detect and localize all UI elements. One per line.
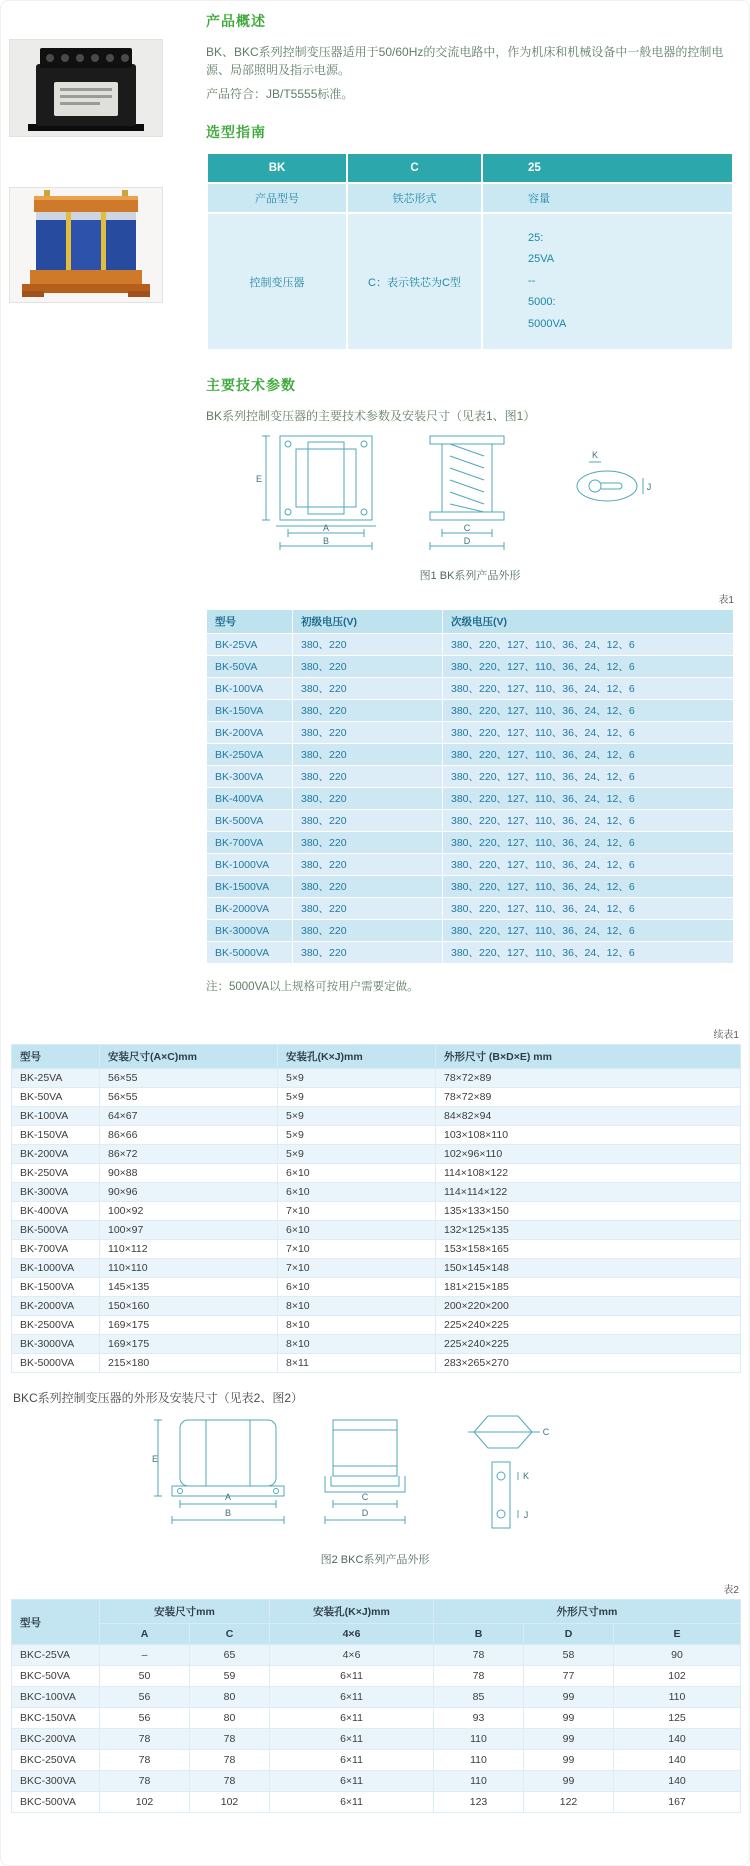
table-cell: 6×11 <box>270 1771 434 1792</box>
table-cell: BK-300VA <box>12 1183 100 1202</box>
table-cell: 80 <box>190 1687 270 1708</box>
overview-body: BK、BKC系列控制变压器适用于50/60Hz的交流电路中，作为机床和机械设备中一般电器的控制电源、局部照明及指示电源。 <box>206 45 724 77</box>
selection-body-row <box>207 213 733 350</box>
table-cell: 103×108×110 <box>436 1126 741 1145</box>
table-cell: BKC-150VA <box>12 1708 100 1729</box>
table-cell: 86×66 <box>100 1126 278 1145</box>
subcol-e: E <box>614 1624 741 1645</box>
bkc-transformer-photo <box>9 187 163 303</box>
table-cell: 78 <box>434 1645 524 1666</box>
table-cell: 8×10 <box>278 1335 436 1354</box>
dim-label-c2: C <box>542 1427 550 1438</box>
table-row <box>207 898 734 920</box>
table-cell: 380、220 <box>293 722 443 744</box>
table-cell: 169×175 <box>100 1335 278 1354</box>
col-header-secondary: 次级电压(V) <box>443 610 734 634</box>
table-cell: 78 <box>190 1771 270 1792</box>
table-cell: 78 <box>190 1750 270 1771</box>
table-cell: 135×133×150 <box>436 1202 741 1221</box>
col-header-model: 型号 <box>12 1045 100 1069</box>
table-row <box>207 832 734 854</box>
table-row <box>207 920 734 942</box>
table-cell: – <box>100 1645 190 1666</box>
table-cell: 181×215×185 <box>436 1278 741 1297</box>
table-cell: 56 <box>100 1708 190 1729</box>
table-cell: BK-50VA <box>207 656 293 678</box>
table-cell: 7×10 <box>278 1259 436 1278</box>
table-cell: 99 <box>524 1750 614 1771</box>
table-cell: 59 <box>190 1666 270 1687</box>
table-cell: 90 <box>614 1645 741 1666</box>
table-cell: 99 <box>524 1771 614 1792</box>
table-cell: 6×11 <box>270 1792 434 1813</box>
table-cell: 50 <box>100 1666 190 1687</box>
table-cell: 8×10 <box>278 1297 436 1316</box>
table-header-row <box>207 610 734 634</box>
table-cell: 4×6 <box>270 1645 434 1666</box>
sel-cell-core: C：表示铁芯为C型 <box>347 213 482 350</box>
table-cell: 102×96×110 <box>436 1145 741 1164</box>
table-cell: 64×67 <box>100 1107 278 1126</box>
table-row <box>12 1354 741 1373</box>
col-header-outline: 外形尺寸 (B×D×E) mm <box>436 1045 741 1069</box>
table-cell: 380、220、127、110、36、24、12、6 <box>443 700 734 722</box>
table-cell: BK-100VA <box>207 678 293 700</box>
table-cell: 153×158×165 <box>436 1240 741 1259</box>
dim-label-e: E <box>255 474 263 485</box>
sel-header-core: C <box>347 153 482 183</box>
table-cell: 5×9 <box>278 1126 436 1145</box>
table-cell: 215×180 <box>100 1354 278 1373</box>
table-cell: BKC-300VA <box>12 1771 100 1792</box>
table-cell: 123 <box>434 1792 524 1813</box>
overview-title: 产品概述 <box>206 13 266 29</box>
cont-table-label: 续表1 <box>713 1030 739 1042</box>
standard-text: 产品符合：JB/T5555标准。 <box>206 87 354 101</box>
table-cell: BKC-25VA <box>12 1645 100 1666</box>
table-row <box>12 1164 741 1183</box>
table-cell: 150×145×148 <box>436 1259 741 1278</box>
table-cell: 6×10 <box>278 1278 436 1297</box>
table-cell: 225×240×225 <box>436 1335 741 1354</box>
table-cell: BK-200VA <box>207 722 293 744</box>
table-cell: 90×96 <box>100 1183 278 1202</box>
table-cell: 380、220 <box>293 810 443 832</box>
capacity-line: 25: <box>528 232 544 244</box>
table-cell: 8×10 <box>278 1316 436 1335</box>
table-row <box>12 1278 741 1297</box>
table-cell: 140 <box>614 1771 741 1792</box>
table-cell: 125 <box>614 1708 741 1729</box>
figure1 <box>206 432 734 565</box>
table-cell: BK-400VA <box>207 788 293 810</box>
table-row <box>12 1088 741 1107</box>
table-cell: BKC-500VA <box>12 1792 100 1813</box>
table-cell: 84×82×94 <box>436 1107 741 1126</box>
table-cell: BK-150VA <box>207 700 293 722</box>
group-header-install: 安装尺寸mm <box>100 1600 270 1624</box>
table-cell: 283×265×270 <box>436 1354 741 1373</box>
table-row <box>207 854 734 876</box>
table-cell: 56×55 <box>100 1088 278 1107</box>
table-row <box>207 744 734 766</box>
figure1-caption: 图1 BK系列产品外形 <box>419 570 521 583</box>
dim-label-e: E <box>151 1454 159 1465</box>
dim-label-d: D <box>463 536 471 547</box>
table-cell: 110 <box>434 1771 524 1792</box>
table-cell: 380、220 <box>293 788 443 810</box>
tech-title: 主要技术参数 <box>206 377 296 394</box>
table-cell: 77 <box>524 1666 614 1687</box>
table-cell: 380、220 <box>293 766 443 788</box>
table-cell: 102 <box>100 1792 190 1813</box>
table-row <box>12 1126 741 1145</box>
table-cell: 110 <box>434 1750 524 1771</box>
table-cell: 380、220 <box>293 876 443 898</box>
table-cell: 5×9 <box>278 1088 436 1107</box>
table-cell: 6×11 <box>270 1729 434 1750</box>
table-row <box>12 1259 741 1278</box>
table-cell: BK-1000VA <box>12 1259 100 1278</box>
col-header-hole: 安装孔(K×J)mm <box>278 1045 436 1069</box>
sel-cell-product: 控制变压器 <box>207 213 347 350</box>
table-cell: 380、220、127、110、36、24、12、6 <box>443 898 734 920</box>
selection-guide-table <box>206 152 734 351</box>
table-cell: BK-2000VA <box>207 898 293 920</box>
table-cell: 6×11 <box>270 1666 434 1687</box>
capacity-line: 5000VA <box>528 317 567 330</box>
table-cell: 140 <box>614 1729 741 1750</box>
table-cell: BK-500VA <box>12 1221 100 1240</box>
subcol-a: A <box>100 1624 190 1645</box>
subcol-hole: 4×6 <box>270 1624 434 1645</box>
table-cell: 110 <box>614 1687 741 1708</box>
table-cell: 7×10 <box>278 1202 436 1221</box>
table-cell: 114×108×122 <box>436 1164 741 1183</box>
table-cell: 78 <box>190 1729 270 1750</box>
table-cell: 102 <box>190 1792 270 1813</box>
selection-title: 选型指南 <box>206 124 266 140</box>
table-cell: 380、220 <box>293 854 443 876</box>
bkc-intro: BKC系列控制变压器的外形及安装尺寸（见表2、图2） <box>13 1391 304 1406</box>
table-cell: 110 <box>434 1729 524 1750</box>
table-cell: BK-150VA <box>12 1126 100 1145</box>
table-cell: 380、220 <box>293 920 443 942</box>
table-cell: BK-300VA <box>207 766 293 788</box>
table-cell: 380、220、127、110、36、24、12、6 <box>443 942 734 964</box>
table-row <box>12 1666 741 1687</box>
table-cell: BK-50VA <box>12 1088 100 1107</box>
table-row <box>12 1729 741 1750</box>
table-cell: 140 <box>614 1750 741 1771</box>
table-row <box>12 1771 741 1792</box>
figure2-caption: 图2 BKC系列产品外形 <box>320 1554 430 1567</box>
sel-header-series: BK <box>207 153 347 183</box>
selection-subheader-row <box>207 183 733 213</box>
table-cell: 380、220 <box>293 656 443 678</box>
table-row <box>12 1708 741 1729</box>
table-cell: BK-700VA <box>12 1240 100 1259</box>
table-cell: 78×72×89 <box>436 1069 741 1088</box>
dim-label-k: K <box>522 1471 530 1482</box>
table-cell: BK-3000VA <box>12 1335 100 1354</box>
table-cell: 380、220 <box>293 634 443 656</box>
table-cell: 90×88 <box>100 1164 278 1183</box>
table-cell: BK-3000VA <box>207 920 293 942</box>
table-row <box>12 1297 741 1316</box>
table-cell: 380、220、127、110、36、24、12、6 <box>443 744 734 766</box>
table-cell: 380、220 <box>293 898 443 920</box>
table-cell: 122 <box>524 1792 614 1813</box>
table-cell: BK-100VA <box>12 1107 100 1126</box>
table-cell: 56 <box>100 1687 190 1708</box>
figure2 <box>11 1414 739 1549</box>
sel-sub-model: 产品型号 <box>207 183 347 213</box>
table-cell: 5×9 <box>278 1069 436 1088</box>
table-row <box>12 1145 741 1164</box>
table-cell: 380、220 <box>293 942 443 964</box>
table-row <box>12 1202 741 1221</box>
product-photos <box>1 1 206 1012</box>
table-cell: BK-25VA <box>12 1069 100 1088</box>
table-cell: 110×112 <box>100 1240 278 1259</box>
table-row <box>12 1107 741 1126</box>
table-cell: 78 <box>434 1666 524 1687</box>
dim-label-b: B <box>224 1508 232 1519</box>
table-cell: 6×11 <box>270 1708 434 1729</box>
table-row <box>207 700 734 722</box>
table-row <box>12 1316 741 1335</box>
table-cell: 100×92 <box>100 1202 278 1221</box>
table-cell: 200×220×200 <box>436 1297 741 1316</box>
table-cell: 110×110 <box>100 1259 278 1278</box>
table-cell: 5×9 <box>278 1107 436 1126</box>
table-cell: 85 <box>434 1687 524 1708</box>
dim-label-a: A <box>322 523 330 534</box>
table-cell: 99 <box>524 1729 614 1750</box>
table-cell: 380、220、127、110、36、24、12、6 <box>443 788 734 810</box>
table-cell: 6×10 <box>278 1183 436 1202</box>
col-header-model: 型号 <box>12 1600 100 1645</box>
table-row <box>12 1069 741 1088</box>
table1-label: 表1 <box>718 595 734 607</box>
table-row <box>207 766 734 788</box>
table-cell: 80 <box>190 1708 270 1729</box>
table-cell: 58 <box>524 1645 614 1666</box>
table-cell: 167 <box>614 1792 741 1813</box>
sel-cell-capacity <box>482 213 733 350</box>
dim-label-a: A <box>224 1492 232 1503</box>
table-cell: 380、220 <box>293 678 443 700</box>
table-cell: BKC-200VA <box>12 1729 100 1750</box>
table-cell: 380、220、127、110、36、24、12、6 <box>443 766 734 788</box>
sel-header-capacity: 25 <box>482 153 733 183</box>
table-cell: 380、220、127、110、36、24、12、6 <box>443 920 734 942</box>
table-row <box>207 722 734 744</box>
table-cell: BK-500VA <box>207 810 293 832</box>
table-header-row <box>12 1045 741 1069</box>
sel-sub-core: 铁芯形式 <box>347 183 482 213</box>
table-cell: BK-1000VA <box>207 854 293 876</box>
table-cell: 380、220 <box>293 744 443 766</box>
dimensions-table <box>11 1044 741 1373</box>
table-cell: 86×72 <box>100 1145 278 1164</box>
table-cell: BK-1500VA <box>12 1278 100 1297</box>
table-cell: 380、220、127、110、36、24、12、6 <box>443 810 734 832</box>
table-cell: 6×11 <box>270 1750 434 1771</box>
table-cell: 93 <box>434 1708 524 1729</box>
dim-label-b: B <box>322 536 330 547</box>
table-cell: BK-25VA <box>207 634 293 656</box>
table-cell: BK-250VA <box>12 1164 100 1183</box>
figure1-drawing <box>235 432 705 560</box>
content-column <box>206 1 749 1012</box>
capacity-line: 25VA <box>528 253 555 266</box>
table-cell: 100×97 <box>100 1221 278 1240</box>
table-cell: 150×160 <box>100 1297 278 1316</box>
dim-label-c: C <box>463 523 471 534</box>
table-cell: 132×125×135 <box>436 1221 741 1240</box>
table-cell: 380、220、127、110、36、24、12、6 <box>443 832 734 854</box>
table-cell: 380、220、127、110、36、24、12、6 <box>443 876 734 898</box>
table-cell: 380、220 <box>293 700 443 722</box>
subcol-b: B <box>434 1624 524 1645</box>
table-cell: 99 <box>524 1708 614 1729</box>
table-row <box>12 1750 741 1771</box>
table-cell: 8×11 <box>278 1354 436 1373</box>
table-cell: 78×72×89 <box>436 1088 741 1107</box>
table-row <box>12 1687 741 1708</box>
dim-label-c: C <box>361 1492 369 1503</box>
bk-transformer-photo <box>9 39 163 137</box>
selection-header-row <box>207 153 733 183</box>
capacity-line: 5000: <box>528 296 556 309</box>
dim-label-k: K <box>591 450 599 461</box>
table-group-header-row <box>12 1600 741 1624</box>
table-cell: 78 <box>100 1729 190 1750</box>
sel-sub-capacity: 容量 <box>482 183 733 213</box>
table-row <box>207 876 734 898</box>
table-cell: 380、220、127、110、36、24、12、6 <box>443 634 734 656</box>
table-cell: BK-400VA <box>12 1202 100 1221</box>
table-subheader-row <box>12 1624 741 1645</box>
table-cell: BKC-100VA <box>12 1687 100 1708</box>
table-cell: 380、220、127、110、36、24、12、6 <box>443 656 734 678</box>
table-cell: 169×175 <box>100 1316 278 1335</box>
dim-label-j: J <box>523 1510 529 1521</box>
table-cell: BK-200VA <box>12 1145 100 1164</box>
figure2-drawing <box>140 1414 610 1544</box>
table-cell: 56×55 <box>100 1069 278 1088</box>
table-row <box>12 1645 741 1666</box>
table-cell: 65 <box>190 1645 270 1666</box>
table-cell: 78 <box>100 1750 190 1771</box>
table-cell: 6×11 <box>270 1687 434 1708</box>
dim-label-d: D <box>361 1508 369 1519</box>
table-cell: 380、220、127、110、36、24、12、6 <box>443 722 734 744</box>
table-row <box>12 1240 741 1259</box>
table-cell: BK-5000VA <box>207 942 293 964</box>
table-row <box>207 942 734 964</box>
top-area <box>1 1 749 1012</box>
table1-note: 注：5000VA以上规格可按用户需要定做。 <box>206 981 419 994</box>
table-cell: 6×10 <box>278 1164 436 1183</box>
table-cell: 102 <box>614 1666 741 1687</box>
col-header-install: 安装尺寸(A×C)mm <box>100 1045 278 1069</box>
subcol-d: D <box>524 1624 614 1645</box>
table-cell: BK-250VA <box>207 744 293 766</box>
table-cell: 78 <box>100 1771 190 1792</box>
table-row <box>207 678 734 700</box>
voltage-table <box>206 609 734 964</box>
table-row <box>12 1183 741 1202</box>
table-cell: BK-1500VA <box>207 876 293 898</box>
table-row <box>207 634 734 656</box>
col-header-model: 型号 <box>207 610 293 634</box>
col-header-primary: 初级电压(V) <box>293 610 443 634</box>
table-cell: BK-2000VA <box>12 1297 100 1316</box>
table-row <box>207 788 734 810</box>
bkc-dimensions-table <box>11 1599 741 1813</box>
table-row <box>207 810 734 832</box>
lower-section <box>1 1026 749 1813</box>
table-row <box>12 1221 741 1240</box>
table-cell: 380、220、127、110、36、24、12、6 <box>443 854 734 876</box>
table-cell: 99 <box>524 1687 614 1708</box>
group-header-outline: 外形尺寸mm <box>434 1600 741 1624</box>
table-cell: 6×10 <box>278 1221 436 1240</box>
table-cell: 380、220 <box>293 832 443 854</box>
table-cell: BK-5000VA <box>12 1354 100 1373</box>
table-cell: 145×135 <box>100 1278 278 1297</box>
group-header-hole: 安装孔(K×J)mm <box>270 1600 434 1624</box>
table2-label: 表2 <box>723 1585 739 1597</box>
table-row <box>207 656 734 678</box>
dim-label-j: J <box>646 482 652 493</box>
table-cell: 380、220、127、110、36、24、12、6 <box>443 678 734 700</box>
subcol-c: C <box>190 1624 270 1645</box>
tech-intro: BK系列控制变压器的主要技术参数及安装尺寸（见表1、图1） <box>206 409 536 424</box>
table-cell: BK-700VA <box>207 832 293 854</box>
table-row <box>12 1792 741 1813</box>
capacity-line: -- <box>528 274 536 287</box>
table-cell: BK-2500VA <box>12 1316 100 1335</box>
table-cell: 7×10 <box>278 1240 436 1259</box>
table-cell: BKC-250VA <box>12 1750 100 1771</box>
table-row <box>12 1335 741 1354</box>
table-cell: BKC-50VA <box>12 1666 100 1687</box>
table-cell: 5×9 <box>278 1145 436 1164</box>
table-cell: 114×114×122 <box>436 1183 741 1202</box>
table-cell: 225×240×225 <box>436 1316 741 1335</box>
